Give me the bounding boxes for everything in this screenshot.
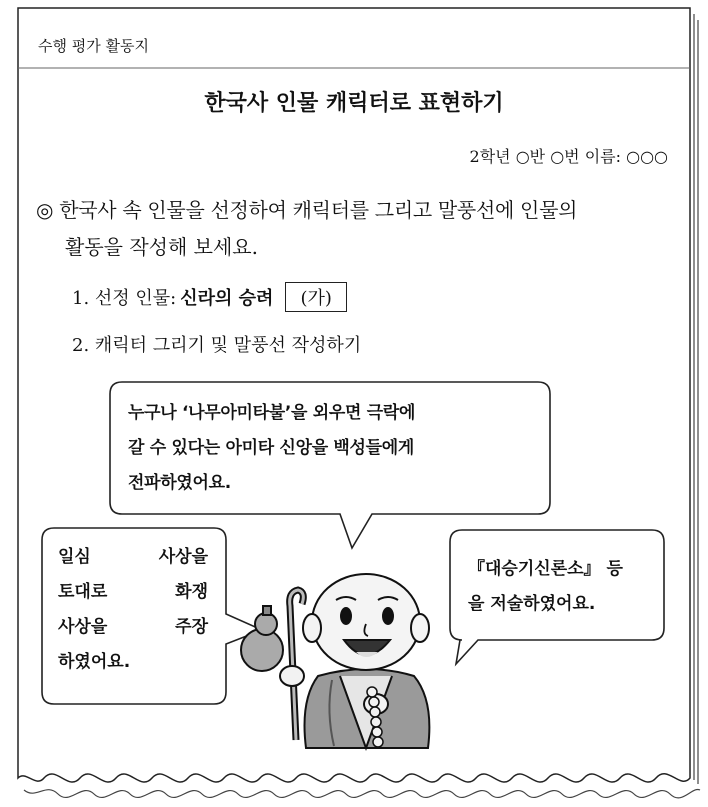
bubble-top-text bbox=[128, 396, 415, 501]
blank-answer-box: (가) bbox=[285, 282, 346, 312]
bubble-top-line: 갈 수 있다는 아미타 신앙을 백성들에게 bbox=[128, 438, 415, 458]
instruction-line-2: 활동을 작성해 보세요. bbox=[65, 235, 258, 259]
paper-shadow-bottom bbox=[24, 789, 700, 797]
bubble-left-line: 사상을 주장 bbox=[58, 617, 208, 637]
item-draw-character: 2. 캐릭터 그리기 및 말풍선 작성하기 bbox=[72, 335, 362, 356]
item-1-value: 신라의 승려 bbox=[180, 288, 274, 309]
paper-shadow-right bbox=[694, 14, 698, 784]
gourd-top bbox=[255, 613, 277, 635]
bubble-left-line: 하였어요. bbox=[58, 652, 131, 672]
activity-sheet-label: 수행 평가 활동지 bbox=[38, 37, 149, 55]
bubble-right-line: 을 저술하였어요. bbox=[468, 594, 596, 614]
bubble-left-line: 일심 사상을 bbox=[58, 547, 208, 567]
worksheet-title: 한국사 인물 캐릭터로 표현하기 bbox=[204, 91, 504, 116]
bubble-top-line: 누구나 ‘나무아미타불’을 외우면 극락에 bbox=[128, 403, 416, 423]
item-1-label: 1. 선정 인물: bbox=[72, 288, 177, 309]
item-selected-person bbox=[72, 282, 347, 312]
bubble-right-text bbox=[468, 552, 623, 622]
instruction-line-1: ◎ 한국사 속 인물을 선정하여 캐릭터를 그리고 말풍선에 인물의 bbox=[36, 198, 578, 222]
student-info: 2학년 ○반 ○번 이름: ○○○ bbox=[469, 147, 668, 166]
bubble-right-line: 『대승기신론소』 등 bbox=[468, 559, 623, 579]
bubble-left-line: 토대로 화쟁 bbox=[58, 582, 208, 602]
bubble-left-text bbox=[58, 540, 208, 680]
bubble-top-line: 전파하였어요. bbox=[128, 473, 231, 493]
